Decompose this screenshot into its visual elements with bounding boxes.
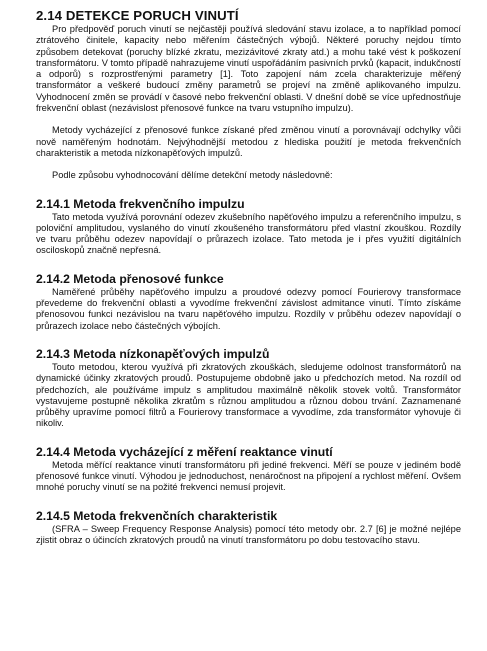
subsection-heading-transfer-function: 2.14.2 Metoda přenosové funkce	[36, 271, 224, 286]
subsection-heading-low-voltage-impulse: 2.14.3 Metoda nízkonapěťových impulzů	[36, 346, 270, 361]
division-paragraph: Podle způsobu vyhodnocování dělíme detekční metody následovně:	[52, 170, 333, 181]
subsection-heading-frequency-impulse: 2.14.1 Metoda frekvenčního impulzu	[36, 196, 245, 211]
subsection-paragraph-frequency-impulse: Tato metoda využívá porovnání odezev zkušebního napěťového impulzu a referenčního impulzu, s poloviční amplitudou, vyslaného do vinutí zkoušeného transformátoru před vlastní zkouškou. Rozdíly ve tvaru průběhu odezev napovídají o průrazech izolace. Tato metoda je i přes využití digitálních osciloskopů značně nepřesná.	[36, 211, 461, 256]
subsection-heading-reactance: 2.14.4 Metoda vycházející z měření reaktance vinutí	[36, 444, 333, 459]
subsection-paragraph-transfer-function: Naměřené průběhy napěťového impulzu a proudové odezvy pomocí Fourierovy transformace převedeme do frekvenční oblasti a vyvodíme frekvenční závislost admitance vinutí. Tímto získáme přenosovou funkci nezávislou na tvaru napěťového impulzu. Rozdíly v průběhu odezev napovídají o průrazech izolace nebo částečných výbojích.	[36, 286, 461, 331]
intro-paragraph: Pro předpověď poruch vinutí se nejčastěji používá sledování stavu izolace, a to například pomocí ztrátového činitele, kapacity nebo měřením částečných výbojů. Některé poruchy nejdou tímto způsobem detekovat (poruchy blízké zkratu, mezizávitové zkraty atd.) a mohu také vést k poškození transformátoru. V tomto případě nahrazujeme vinutí uspořádáním pasivních prvků (kapacit, indukčností a odporů) s rozprostřenými parametry [1]. Toto zapojení nám zcela charakterizuje měřený transformátor a veškeré budoucí změny parametrů se projeví na změně aplikovaného impulzu. Vyhodnocení změn se provádí v časové nebo frekvenční oblasti. V dnešní době se více upřednostňuje frekvenční oblast (nezávislost přenosové funkce na tvaru vstupního impulzu).	[36, 24, 461, 114]
section-heading: 2.14 DETEKCE PORUCH VINUTÍ	[36, 8, 239, 23]
methods-paragraph: Metody vycházející z přenosové funkce získané před změnou vinutí a porovnávají odchylky vůči nově naměřeným hodnotám. Nejvýhodnější metodou z hlediska použití je metoda frekvenčních charakteristik a metoda nízkonapěťových impulzů.	[36, 125, 461, 158]
subsection-heading-frequency-characteristics: 2.14.5 Metoda frekvenčních charakteristik	[36, 508, 278, 523]
subsection-paragraph-reactance: Metoda měřící reaktance vinutí transformátoru při jediné frekvenci. Měří se pouze v jediném bodě přenosové funkce vinutí. Výhodou je jednoduchost, nenáročnost na připojení a rychlost měření. Ovšem mnohé poruchy vinutí se na požité frekvenci nemusí projevit.	[36, 459, 461, 493]
subsection-paragraph-low-voltage-impulse: Touto metodou, kterou využívá při zkratových zkouškách, sledujeme odolnost transformátorů na dynamické účinky zkratových proudů. Postupujeme obdobně jako u předchozích metod. Na rozdíl od předchozích, ale používáme impulz s amplitudou maximálně několik stovek voltů. Transformátor vystavujeme postupně několika zkratům s různou amplitudou a různou dobou trvání. Zaznamenané průběhy upravíme pomocí filtrů a Fourierovy transformace a vyvodíme, zda transformátor vyhovuje či nikoliv.	[36, 361, 461, 429]
subsection-paragraph-frequency-characteristics: (SFRA – Sweep Frequency Response Analysis) pomocí této metody obr. 2.7 [6] je možné nejlépe zjistit obraz o účincích zkratových proudů na vinutí transformátoru po dobu testovacího stavu.	[36, 523, 461, 545]
